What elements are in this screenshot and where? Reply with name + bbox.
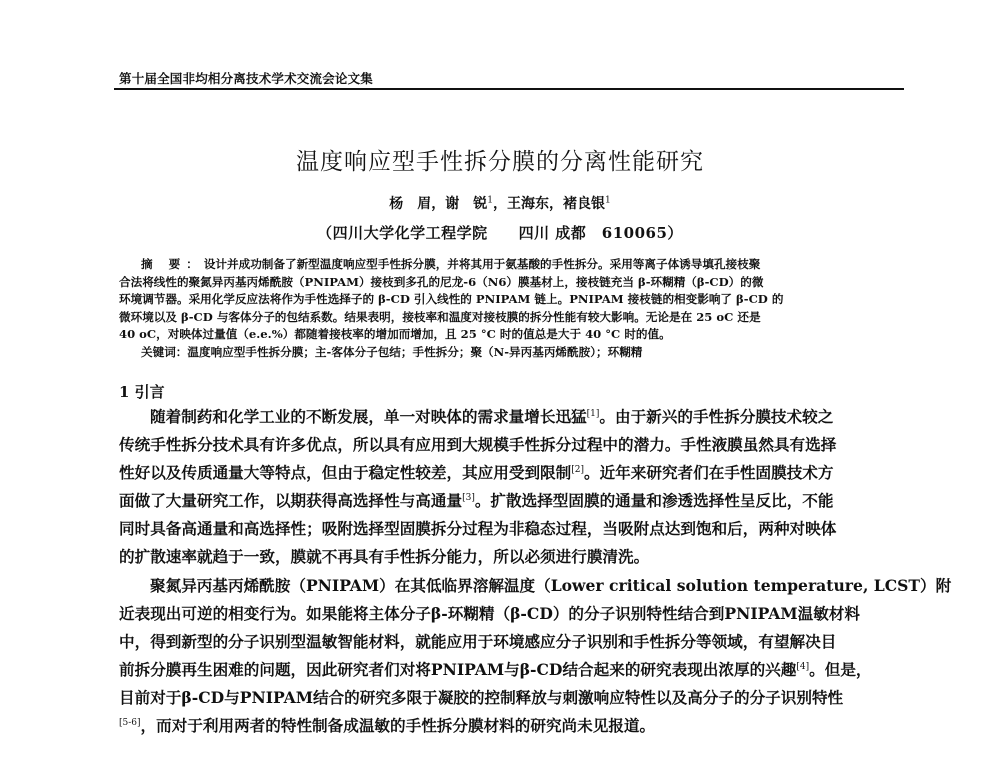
author-affiliation-mark: 1 xyxy=(605,195,611,206)
citation: [3] xyxy=(462,493,475,504)
keywords xyxy=(119,344,903,362)
text-line: 目前对于β-CD与PNIPAM结合的研究多限于凝胶的控制释放与刺激响应特性以及高分子的分子识别特性 xyxy=(119,687,844,707)
abstract-line: 40 oC，对映体过量值（e.e.%）都随着接枝率的增加而增加，且 25 °C 时的值总是大于 40 °C 时的值。 xyxy=(119,327,671,342)
author-list: 杨 眉，谢 锐$^1$，王海东，褚良银$^1$ xyxy=(389,195,611,212)
author-affiliation-mark: 1 xyxy=(487,195,493,206)
paragraph xyxy=(119,403,903,572)
section-number: 1 xyxy=(119,383,130,401)
text-line: 中，得到新型的分子识别型温敏智能材料，就能应用于环境感应分子识别和手性拆分等领域，有望解决目 xyxy=(119,631,837,651)
keywords-text: 温度响应型手性拆分膜；主-客体分子包结；手性拆分；聚（N-异丙基丙烯酰胺）；环糊精 xyxy=(187,344,643,359)
text-line: 传统手性拆分技术具有许多优点，所以具有应用到大规模手性拆分过程中的潜力。手性液膜虽然具有选择 xyxy=(119,435,837,455)
text-line: 同时具备高通量和高选择性；吸附选择型固膜拆分过程为非稳态过程，当吸附点达到饱和后，两种对映体 xyxy=(119,519,837,539)
citation: [4] xyxy=(796,661,810,672)
abstract xyxy=(119,256,903,362)
paragraph xyxy=(119,572,952,741)
abstract-line: 摘 要：设计并成功制备了新型温度响应型手性拆分膜，并将其用于氨基酸的手性拆分。采用等离子体诱导填孔接枝聚 xyxy=(141,257,761,271)
text-line: 前拆分膜再生困难的问题，因此研究者们对将PNIPAM与β-CD结合起来的研究表现出浓厚的兴趣[4]。但是， xyxy=(119,659,872,679)
author: 谢 锐 xyxy=(445,196,488,212)
author: 杨 眉 xyxy=(389,196,432,212)
text-line: 面做了大量研究工作，以期获得高选择性与高通量[3]。扩散选择型固膜的通量和渗透选择性呈反比，不能 xyxy=(119,491,834,511)
text-line: 聚氮异丙基丙烯酰胺（PNIPAM）在其低临界溶解温度（Lower critical solution temperature, LCST）附 xyxy=(150,575,952,595)
citation: [1] xyxy=(586,408,600,419)
text-line: 近表现出可逆的相变行为。如果能将主体分子β-环糊精（β-CD）的分子识别特性结合到PNIPAM温敏材料 xyxy=(119,603,860,623)
header-rule xyxy=(114,88,904,90)
text-line: 的扩散速率就趋于一致，膜就不再具有手性拆分能力，所以必须进行膜清洗。 xyxy=(119,547,650,567)
author: 王海东 xyxy=(507,196,549,212)
body-text xyxy=(119,403,952,740)
running-header: 第十届全国非均相分离技术学术交流会论文集 xyxy=(119,71,374,86)
text-line: 随着制药和化学工业的不断发展，单一对映体的需求量增长迅猛[1]。由于新兴的手性拆分膜技术较之 xyxy=(150,407,834,426)
section-heading xyxy=(119,381,165,402)
abstract-line: 环境调节器。采用化学反应法将作为手性选择子的 β-CD 引入线性的 PNIPAM 链上。PNIPAM 接枝链的相变影响了 β-CD 的 xyxy=(119,292,784,307)
paper-title: 温度响应型手性拆分膜的分离性能研究 xyxy=(296,149,704,175)
abstract-line: 合法将线性的聚氮异丙基丙烯酰胺（PNIPAM）接枝到多孔的尼龙-6（N6）膜基材上，接枝链充当 β-环糊精（β-CD）的微 xyxy=(119,274,764,289)
abstract-label: 摘 要： xyxy=(141,257,204,271)
keywords-label: 关键词： xyxy=(141,344,188,359)
citation: [2] xyxy=(571,465,584,475)
citation: [5-6] xyxy=(119,717,141,728)
text-line: [5-6]，而对于利用两者的特性制备成温敏的手性拆分膜材料的研究尚未见报道。 xyxy=(119,716,656,736)
affiliation: （四川大学化学工程学院 四川 成都 610065） xyxy=(317,224,683,242)
abstract-line: 微环境以及 β-CD 与客体分子的包结系数。结果表明，接枝率和温度对接枝膜的拆分性能有较大影响。无论是在 25 oC 还是 xyxy=(119,309,761,324)
author: 褚良银 xyxy=(563,196,605,212)
text-line: 性好以及传质通量大等特点，但由于稳定性较差，其应用受到限制[2]。近年来研究者们在手性固膜技术方 xyxy=(119,463,834,483)
section-title: 引言 xyxy=(134,383,165,401)
